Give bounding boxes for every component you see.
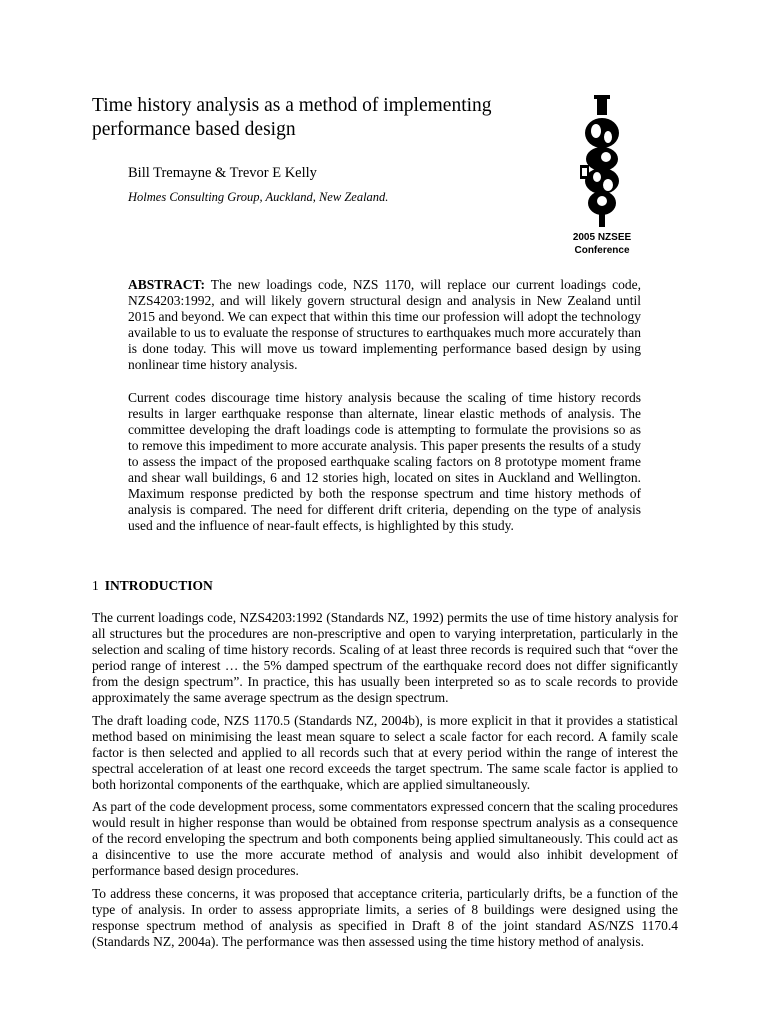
abstract-label: ABSTRACT:: [128, 277, 206, 292]
abstract-text: The new loadings code, NZS 1170, will replace our current loadings code, NZS4203:1992, and will likely govern structural design and analysis in New Zealand until 2015 and beyond. We can expect that within this time our profession will adopt the technology available to us to evaluate the response of structures to earthquakes much more accurately than is done today. This will move us toward implementing performance based design by using nonlinear time history analysis.: [128, 277, 641, 373]
body-paragraph: To address these concerns, it was proposed that acceptance criteria, particularly drifts, be a function of the type of analysis. In order to assess appropriate limits, a series of 8 buildings were designed using the response spectrum method of analysis as specified in Draft 8 of the joint standard AS/NZS 1170.4 (Standards NZ, 2004a). The performance was then assessed using the time history method of analysis.: [92, 885, 678, 949]
section-title: INTRODUCTION: [104, 578, 213, 593]
nzsee-conference-logo: [568, 93, 636, 263]
paper-title: Time history analysis as a method of implementing performance based design: [92, 95, 492, 140]
logo-caption: [568, 231, 636, 257]
nzsee-conference-logo-icon: [568, 93, 636, 228]
abstract-paragraph-2: Current codes discourage time history analysis because the scaling of time history records results in larger earthquake response than alternate, linear elastic methods of analysis. The committee developing the draft loadings code is attempting to formulate the provisions so as to remove this impediment to more accurate analysis. This paper presents the results of a study to assess the impact of the proposed earthquake scaling factors on 8 prototype moment frame and shear wall buildings, 6 and 12 stories high, located on sites in Auckland and Wellington. Maximum response predicted by both the response spectrum and time history methods of analysis is compared. The need for different drift criteria, depending on the type of analysis used and the influence of near-fault effects, is highlighted by this study.: [128, 389, 641, 534]
abstract: [128, 277, 641, 550]
paper-authors: Bill Tremayne & Trevor E Kelly: [128, 165, 317, 181]
logo-caption-line1: 2005 NZSEE: [572, 232, 632, 243]
body-paragraph: The draft loading code, NZS 1170.5 (Standards NZ, 2004b), is more explicit in that it provides a statistical method based on minimising the least mean square to select a scale factor for each record. A family scale factor is then selected and applied to all records such that at every period within the range of interest the spectral acceleration of at least one record exceeds the target spectrum. The same scale factor is applied to both horizontal components of the earthquake, which are applied simultaneously.: [92, 712, 678, 792]
section-heading-introduction: [92, 578, 213, 594]
introduction-body: [92, 610, 678, 956]
logo-caption-line2: Conference: [574, 245, 630, 256]
section-number: 1: [92, 578, 99, 593]
body-paragraph: The current loadings code, NZS4203:1992 (Standards NZ, 1992) permits the use of time history analysis for all structures but the procedures are non-prescriptive and open to varying interpretation, particularly in the selection and scaling of time history records. Scaling of at least three records is required such that “over the period range of interest … the 5% damped spectrum of the earthquake record does not differ significantly from the design spectrum”. In practice, this has usually been interpreted so as to scale records to provide approximately the same average spectrum as the design spectrum.: [92, 610, 678, 706]
abstract-paragraph-1: [128, 277, 641, 374]
paper-affiliation: Holmes Consulting Group, Auckland, New Zealand.: [128, 190, 389, 204]
body-paragraph: As part of the code development process, some commentators expressed concern that the scaling procedures would result in higher response than would be obtained from response spectrum analysis as a consequence of the record enveloping the spectrum and both components being applied simultaneously. This could act as a disincentive to use the more accurate method of analysis and would also inhibit development of performance based design procedures.: [92, 799, 678, 879]
